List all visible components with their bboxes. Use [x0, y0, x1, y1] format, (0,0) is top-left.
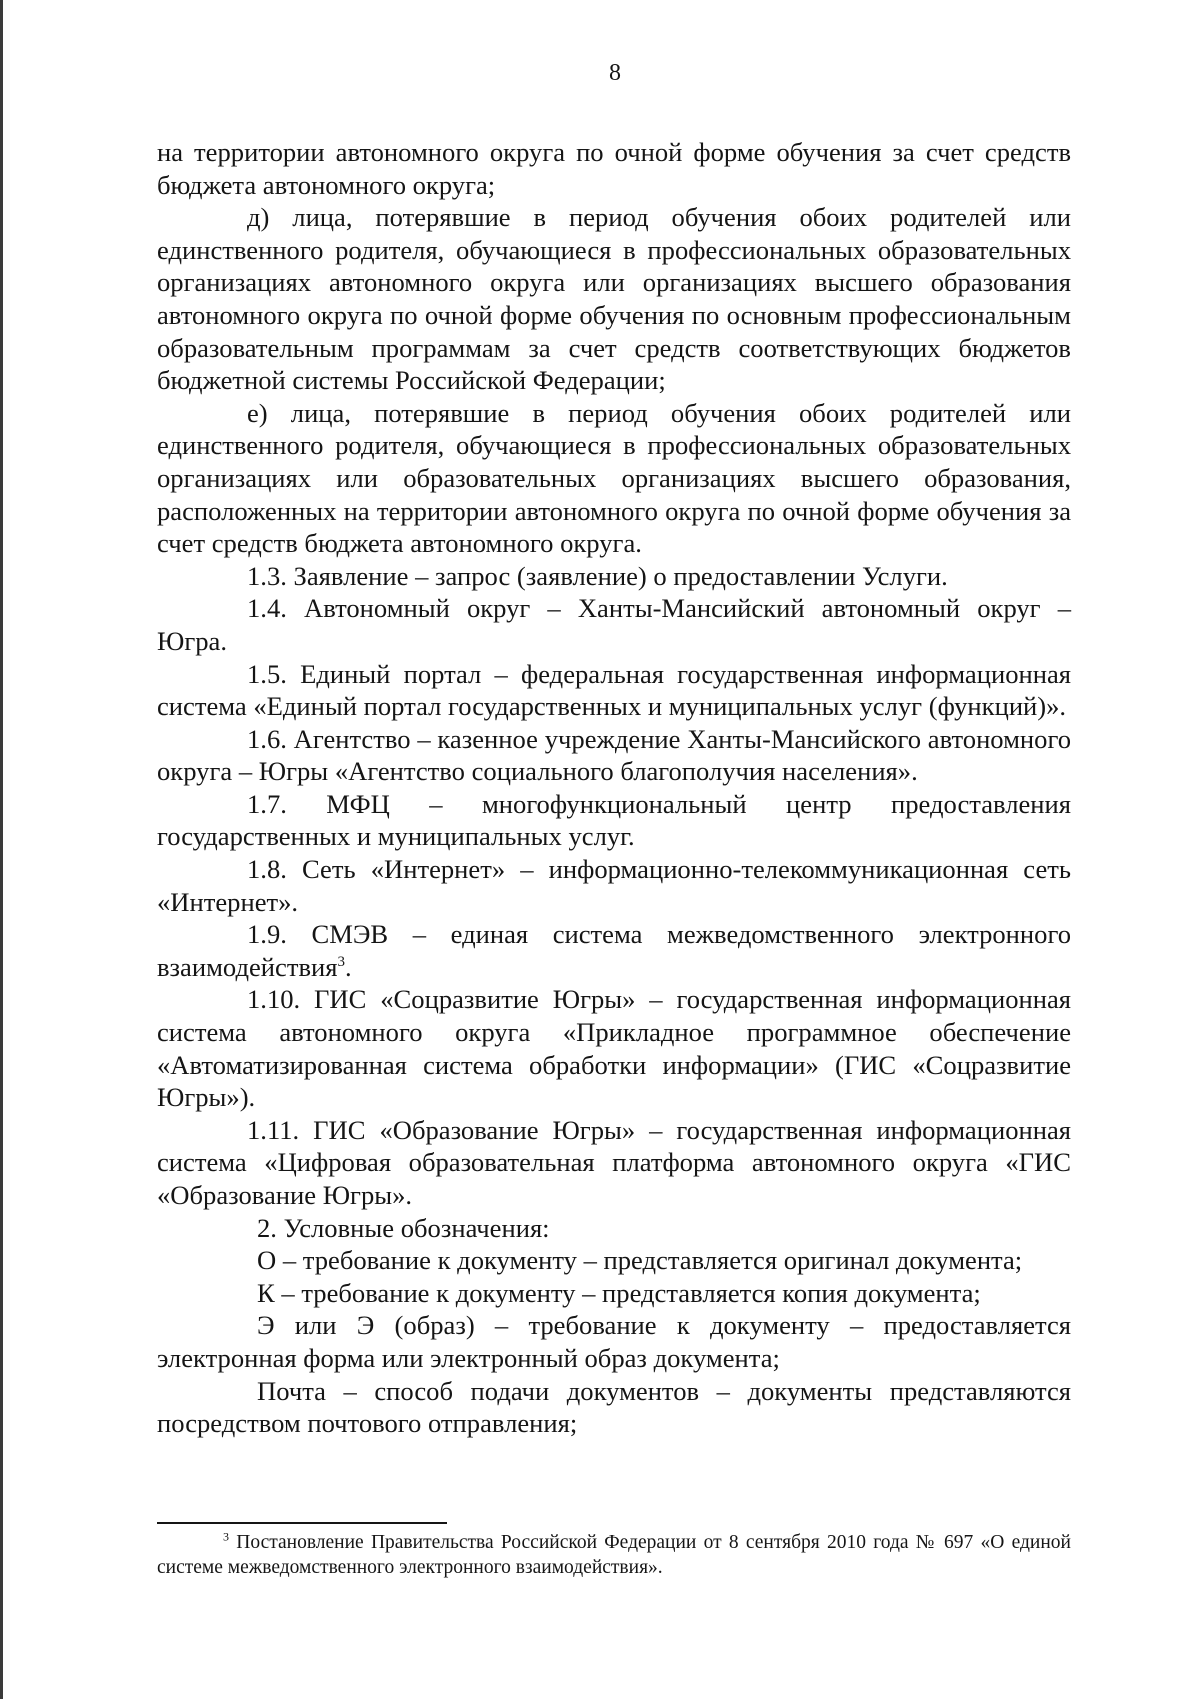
paragraph-text: д) лица, потерявшие в период обучения обоих родителей или единственного родителя, обучающиеся в профессиональных образовательных организациях автономного округа или организациях высшего образования автономного округа по очной форме обучения по основным профессиональным образовательным программам за счет средств соответствующих бюджетов бюджетной системы Российской Федерации; — [157, 202, 1071, 396]
paragraph-text: на территории автономного округа по очной форме обучения за счет средств бюджета автономного округа; — [157, 137, 1071, 200]
paragraph — [157, 918, 1071, 983]
paragraph — [157, 658, 1071, 723]
paragraph-text: 1.6. Агентство – казенное учреждение Ханты-Мансийского автономного округа – Югры «Агентство социального благополучия населения». — [157, 723, 1071, 787]
paragraph-text: е) лица, потерявшие в период обучения обоих родителей или единственного родителя, обучающиеся в профессиональных образовательных организациях или образовательных организациях высшего образования, расположенных на территории автономного округа по очной форме обучения за счет средств бюджета автономного округа. — [157, 397, 1071, 559]
paragraph-text-tail: . — [344, 951, 352, 982]
paragraph-text: Э или Э (образ) – требование к документу – предоставляется электронная форма или электронный образ документа; — [157, 1310, 1071, 1373]
footnote — [157, 1530, 1071, 1580]
paragraph — [157, 1375, 1071, 1440]
paragraph — [157, 201, 1071, 397]
paragraph — [157, 1212, 1071, 1245]
paragraph — [157, 853, 1071, 918]
paragraph — [157, 560, 1071, 593]
paragraph — [157, 1114, 1071, 1212]
paragraph-text: 1.3. Заявление – запрос (заявление) о предоставлении Услуги. — [247, 560, 948, 591]
paragraph-text: 1.4. Автономный округ – Ханты-Мансийский автономный округ – Югра. — [157, 593, 1071, 656]
paragraph-text: О – требование к документу – представляется оригинал документа; — [257, 1245, 1023, 1276]
footnote-separator — [157, 1522, 447, 1524]
footnote-text: Постановление Правительства Российской Федерации от 8 сентября 2010 года № 697 «О единой системе межведомственного электронного взаимодействия». — [157, 1532, 1071, 1578]
scan-edge — [0, 0, 3, 1699]
footnote-reference[interactable]: 3 — [337, 953, 345, 970]
paragraph — [157, 592, 1071, 657]
paragraph-text: 1.9. СМЭВ – единая система межведомственного электронного взаимодействия — [157, 919, 1071, 982]
paragraph-text: 1.11. ГИС «Образование Югры» – государственная информационная система «Цифровая образовательная платформа автономного округа «ГИС «Образование Югры». — [157, 1114, 1071, 1210]
paragraph — [157, 1244, 1071, 1277]
paragraph-text: К – требование к документу – представляется копия документа; — [257, 1277, 981, 1308]
footnote-number: 3 — [223, 1529, 229, 1544]
paragraph-text: 2. Условные обозначения: — [257, 1212, 550, 1243]
paragraph-text: 1.10. ГИС «Соцразвитие Югры» – государственная информационная система автономного округа «Прикладное программное обеспечение «Автоматизированная система обработки информации» (ГИС «Соцразвитие Югры»). — [157, 984, 1071, 1113]
paragraph-text: 1.7. МФЦ – многофункциональный центр предоставления государственных и муниципальных услуг. — [157, 788, 1071, 852]
paragraph — [157, 136, 1071, 201]
paragraph-text: 1.8. Сеть «Интернет» – информационно-телекоммуникационная сеть «Интернет». — [157, 854, 1071, 917]
paragraph-text: 1.5. Единый портал – федеральная государственная информационная система «Единый портал государственных и муниципальных услуг (функций)». — [157, 658, 1071, 722]
paragraph — [157, 983, 1071, 1113]
paragraph — [157, 723, 1071, 788]
paragraph — [157, 788, 1071, 853]
paragraph — [157, 397, 1071, 560]
paragraph — [157, 1309, 1071, 1374]
paragraph-text: Почта – способ подачи документов – документы представляются посредством почтового отправления; — [157, 1375, 1071, 1439]
paragraph — [157, 1277, 1071, 1310]
page-number: 8 — [609, 60, 621, 86]
document-body — [157, 136, 1071, 1440]
